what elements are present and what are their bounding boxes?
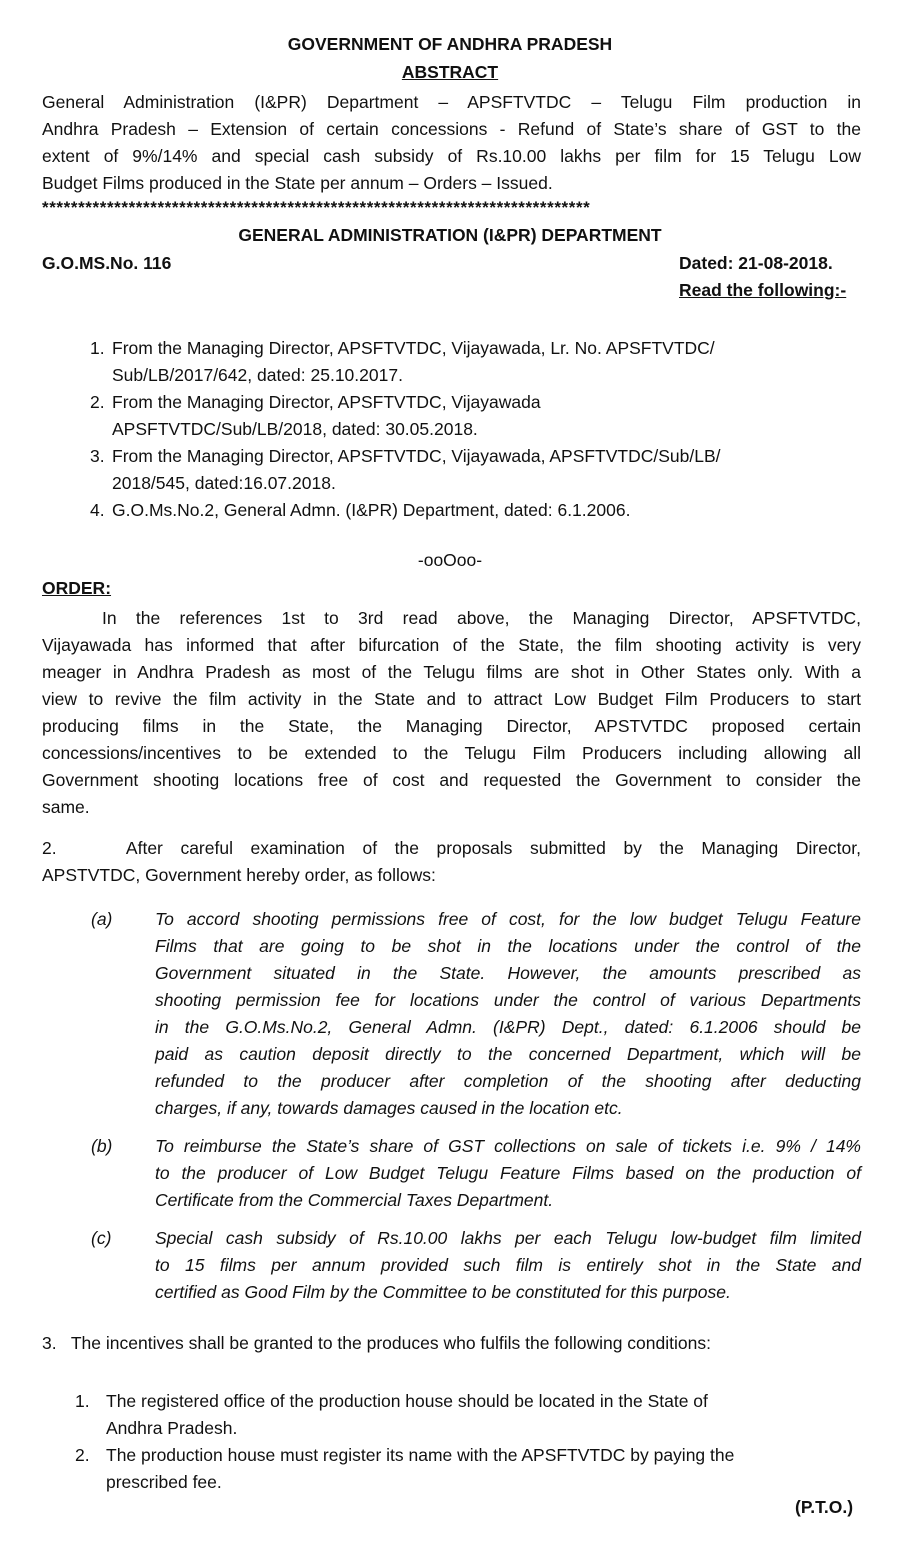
reference-line: From the Managing Director, APSFTVTDC, Vijayawada [112,392,541,412]
order-line: meager in Andhra Pradesh as most of the Telugu films are shot in Other States only. With a [42,662,861,682]
order-line: view to revive the film activity in the State and to attract Low Budget Film Producers to start [42,689,861,709]
divider-ooOoo: -ooOoo- [417,550,483,570]
condition-line: The production house must register its name with the APSFTVTDC by paying the [106,1445,735,1465]
reference-number: 1. [90,338,105,358]
sub-item-line: refunded to the producer after completion of the shooting after deducting [155,1071,861,1091]
condition-line: Andhra Pradesh. [106,1418,238,1438]
order-line: 2. After careful examination of the proposals submitted by the Managing Director, [42,838,861,858]
order-label: ORDER: [42,578,112,598]
sub-item-line: Government situated in the State. However, the amounts prescribed as [155,963,861,983]
sub-item-line: in the G.O.Ms.No.2, General Admn. (I&PR) Dept., dated: 6.1.2006 should be [155,1017,861,1037]
reference-line: APSFTVTDC/Sub/LB/2018, dated: 30.05.2018. [112,419,478,439]
condition-item [75,1388,835,1442]
sub-item-line: to the producer of Low Budget Telugu Feature Films based on the production of [155,1163,861,1183]
sub-item-label: (b) [91,1136,113,1156]
reference-line: From the Managing Director, APSFTVTDC, Vijayawada, Lr. No. APSFTVTDC/ [112,338,715,358]
department-heading: GENERAL ADMINISTRATION (I&PR) DEPARTMENT [238,225,662,245]
go-date: Dated: 21-08-2018. [679,253,833,273]
abstract-line: General Administration (I&PR) Department – APSFTVTDC – Telugu Film production in [42,92,861,112]
sub-item-line: to 15 films per annum provided such film is entirely shot in the State and [155,1255,861,1275]
order-line: Vijayawada has informed that after bifurcation of the State, the film shooting activity is very [42,635,861,655]
sub-item-line: To accord shooting permissions free of cost, for the low budget Telugu Feature [155,909,861,929]
order-line: concessions/incentives to be extended to the Telugu Film Producers including allowing all [42,743,861,763]
order-paragraph-3: 3. The incentives shall be granted to the produces who fulfils the following conditions: [42,1333,711,1353]
reference-line: 2018/545, dated:16.07.2018. [112,473,336,493]
separator-stars: **************************************************************************** [42,198,591,217]
sub-item-line: To reimburse the State’s share of GST collections on sale of tickets i.e. 9% / 14% [155,1136,861,1156]
conditions-list [75,1388,835,1496]
go-number: G.O.MS.No. 116 [42,253,172,273]
reference-item [90,389,810,443]
sub-item-label: (c) [91,1228,112,1248]
order-paragraph-2 [42,835,861,889]
order-paragraph-1 [42,605,861,821]
condition-line: prescribed fee. [106,1472,222,1492]
reference-item [90,335,810,389]
pto-note: (P.T.O.) [795,1497,854,1517]
sub-item-b [91,1133,861,1214]
sub-item-c [91,1225,861,1306]
reference-line: G.O.Ms.No.2, General Admn. (I&PR) Department, dated: 6.1.2006. [112,500,631,520]
sub-item-line: Certificate from the Commercial Taxes Department. [155,1190,554,1210]
reference-number: 3. [90,446,105,466]
reference-item [90,497,810,524]
order-line: APSTVTDC, Government hereby order, as follows: [42,865,436,885]
abstract-text [42,89,861,197]
sub-item-line: paid as caution deposit directly to the concerned Department, which will be [155,1044,861,1064]
abstract-line: extent of 9%/14% and special cash subsidy of Rs.10.00 lakhs per film for 15 Telugu Low [42,146,861,166]
sub-item-a [91,906,861,1122]
sub-item-line: Films that are going to be shot in the locations under the control of the [155,936,861,956]
reference-number: 4. [90,500,105,520]
sub-item-line: Special cash subsidy of Rs.10.00 lakhs per each Telugu low-budget film limited [155,1228,861,1248]
reference-item [90,443,810,497]
government-heading: GOVERNMENT OF ANDHRA PRADESH [287,34,613,54]
reference-line: From the Managing Director, APSFTVTDC, Vijayawada, APSFTVTDC/Sub/LB/ [112,446,721,466]
reference-number: 2. [90,392,105,412]
condition-number: 1. [75,1391,90,1411]
order-line: In the references 1st to 3rd read above, the Managing Director, APSFTVTDC, [102,608,861,628]
read-following: Read the following:- [679,280,847,300]
condition-line: The registered office of the production house should be located in the State of [106,1391,708,1411]
reference-line: Sub/LB/2017/642, dated: 25.10.2017. [112,365,403,385]
abstract-line: Budget Films produced in the State per annum – Orders – Issued. [42,173,553,193]
abstract-line: Andhra Pradesh – Extension of certain concessions - Refund of State’s share of GST to the [42,119,861,139]
sub-item-line: shooting permission fee for locations under the control of various Departments [155,990,861,1010]
references-list [90,335,810,524]
sub-item-label: (a) [91,909,113,929]
sub-item-line: certified as Good Film by the Committee to be constituted for this purpose. [155,1282,731,1302]
sub-item-line: charges, if any, towards damages caused in the location etc. [155,1098,623,1118]
order-line: Government shooting locations free of cost and requested the Government to consider the [42,770,861,790]
condition-item [75,1442,835,1496]
order-line: producing films in the State, the Managing Director, APSTVTDC proposed certain [42,716,861,736]
order-line: same. [42,797,90,817]
abstract-label: ABSTRACT [401,62,499,82]
condition-number: 2. [75,1445,90,1465]
